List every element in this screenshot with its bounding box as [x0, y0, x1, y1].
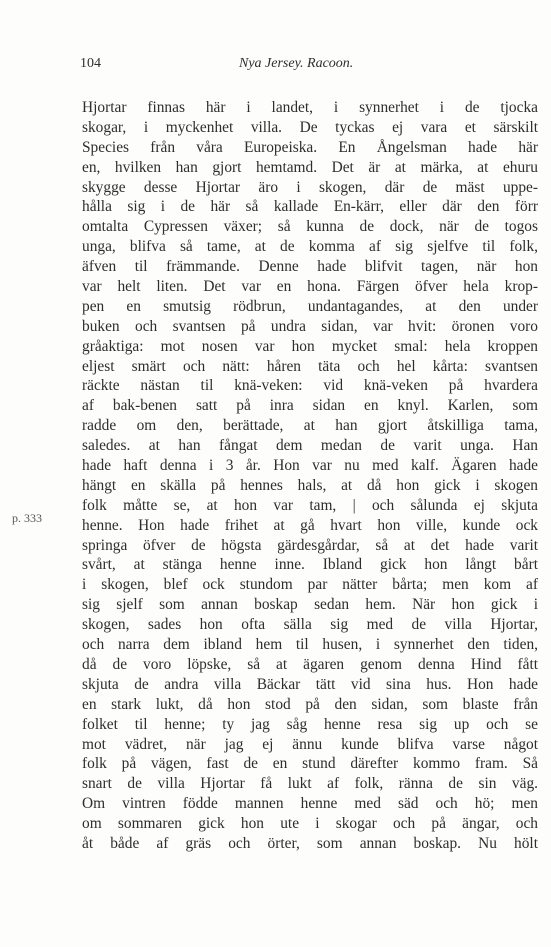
text-line: Species från våra Europeiska. En Ångelsman hade här [82, 138, 538, 156]
text-line: mot vädret, när jag ej ännu kunde blifva varse något [82, 735, 538, 753]
text-line: af bak-benen satt på inra sidan en knyl. Karlen, som [82, 397, 538, 415]
text-line: svårt, at stänga henne inne. Ibland gick hon långt bårt [82, 556, 538, 574]
text-line: en stark lukt, då hon stod på den sidan, som blaste från [82, 695, 538, 713]
text-line: Hjortar finnas här i landet, i synnerhet i de tjocka [82, 99, 538, 116]
text-line: folket til henne; ty jag såg henne resa sig up och se [82, 715, 538, 733]
text-line: snart de villa Hjortar få lukt af folk, ränna de sin väg. [82, 775, 538, 793]
text-line: saledes. at han fångat dem medan de varit unga. Han [82, 437, 538, 455]
text-line: folk på vägen, fast de en stund därefter kommo fram. Så [82, 755, 538, 773]
text-line: omtalta Cypressen växer; så kunna de dock, när de togos [82, 218, 538, 236]
text-line: Om vintren födde mannen henne med säd och hö; men [82, 795, 538, 813]
text-line: var helt liten. Det var en hona. Färgen öfver hela krop- [82, 278, 538, 296]
text-line: buken och svantsen på undra sidan, var hvit: öronen voro [82, 317, 538, 335]
text-line: skogen, sades hon ofta sälla sig med de villa Hjortar, [82, 616, 538, 634]
text-line: gråaktiga: mot nosen var hon mycket smal: hela kroppen [82, 337, 538, 355]
text-line: hålla sig i de här så kallade En-kärr, eller där den förr [82, 198, 538, 216]
text-line: radde om den, berättade, at han gjort åtskilliga tama, [82, 417, 538, 435]
text-line: folk måtte se, at hon var tam, | och sålunda ej skjuta [82, 496, 538, 514]
running-head: Nya Jersey. Racoon. [239, 56, 354, 71]
text-line: pen en smutsig rödbrun, undantagandes, at den under [82, 297, 538, 315]
text-line: hängt en skälla på hennes hals, at då hon gick i skogen [82, 476, 538, 494]
text-line: åt både af gräs och örter, som annan boskap. Nu hölt [82, 834, 538, 852]
text-line: räckte nästan til knä-veken: vid knä-veken på hvardera [82, 377, 538, 395]
text-line: då de voro löpske, så at ägaren genom denna Hind fått [82, 655, 538, 673]
text-line: henne. Hon hade frihet at gå hvart hon ville, kunde ock [82, 516, 538, 534]
text-line: en, hvilken han gjort hemtamd. Det är at märka, at ehuru [82, 158, 538, 176]
text-line: hade haft denna i 3 år. Hon var nu med kalf. Ägaren hade [82, 457, 538, 475]
body-text [82, 98, 538, 854]
text-line: sig sjelf som annan boskap sedan hem. När hon gick i [82, 596, 538, 614]
text-line: och narra dem ibland hem til husen, i synnerhet den tiden, [82, 636, 538, 654]
text-line: skjuta de andra villa Bäckar tätt vid sina hus. Hon hade [82, 675, 538, 693]
text-line: om sommaren gick hon ute i skogar och på ängar, och [82, 815, 538, 833]
page-number: 104 [80, 56, 101, 71]
text-line: skogar, i myckenhet villa. De tyckas ej vara et särskilt [82, 118, 538, 136]
margin-page-reference: p. 333 [12, 511, 42, 525]
text-line: unga, blifva så tame, at de komma af sig sjelfve til folk, [82, 238, 538, 256]
text-line: springa öfver de högsta gärdesgårdar, så at det hade varit [82, 536, 538, 554]
page-header [80, 56, 538, 76]
text-line: äfven til främmande. Denne hade blifvit tagen, när hon [82, 258, 538, 276]
text-line: skygge desse Hjortar äro i skogen, där de mäst uppe- [82, 178, 538, 196]
text-line: eljest smärt och nätt: håren täta och hel kårta: svantsen [82, 357, 538, 375]
text-line: i skogen, blef ock stundom par nätter bårta; men kom af [82, 576, 538, 594]
